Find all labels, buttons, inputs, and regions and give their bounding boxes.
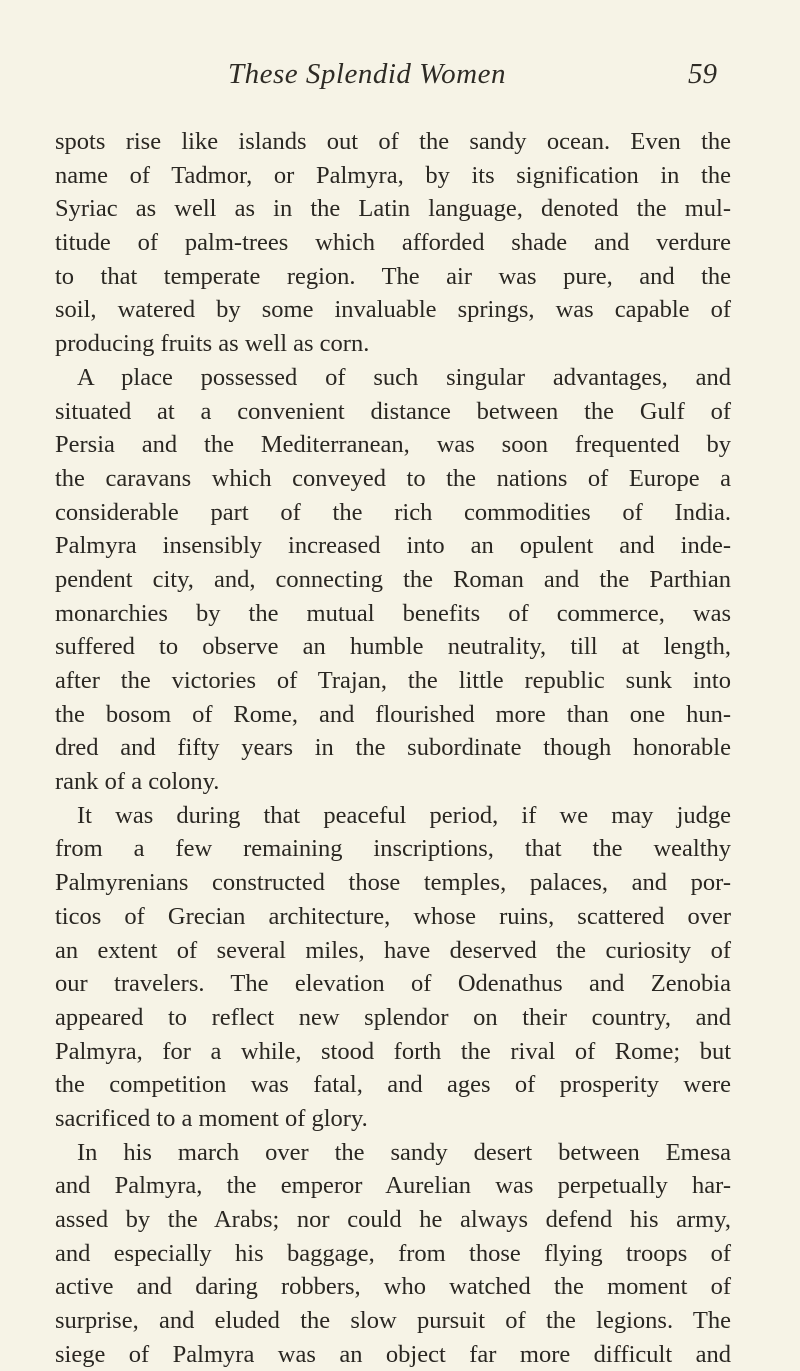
text-line: considerable part of the rich commodities of India. (55, 498, 731, 526)
text-line: monarchies by the mutual benefits of commerce, was (55, 599, 731, 627)
running-head: These Splendid Women (228, 58, 506, 90)
text-line: soil, watered by some invaluable springs, was capable of (55, 296, 731, 324)
text-line: Palmyra insensibly increased into an opulent and inde- (55, 532, 731, 560)
text-line: name of Tadmor, or Palmyra, by its signification in the (55, 161, 731, 189)
page-number: 59 (688, 58, 717, 90)
text-line: and especially his baggage, from those flying troops of (55, 1239, 731, 1267)
text-line: after the victories of Trajan, the little republic sunk into (55, 667, 731, 694)
text-line: the bosom of Rome, and flourished more than one hun- (55, 700, 731, 728)
text-line: active and daring robbers, who watched the moment of (55, 1273, 731, 1301)
text-line: Palmyra, for a while, stood forth the rival of Rome; but (55, 1037, 731, 1065)
text-line: assed by the Arabs; nor could he always defend his army, (55, 1206, 731, 1233)
text-line: surprise, and eluded the slow pursuit of the legions. The (55, 1307, 731, 1335)
text-line: titude of palm-trees which afforded shade and verdure (55, 229, 731, 257)
text-line: situated at a convenient distance between the Gulf of (55, 397, 731, 425)
text-line: siege of Palmyra was an object far more difficult and (55, 1340, 731, 1368)
text-line: In his march over the sandy desert between Emesa (77, 1138, 731, 1166)
text-line: Persia and the Mediterranean, was soon frequented by (55, 431, 731, 459)
text-line: It was during that peaceful period, if we may judge (77, 801, 731, 829)
text-line: ticos of Grecian architecture, whose ruins, scattered over (55, 902, 731, 930)
text-line: dred and fifty years in the subordinate though honorable (55, 734, 731, 762)
text-line: A place possessed of such singular advantages, and (77, 363, 731, 391)
text-line: an extent of several miles, have deserved the curiosity of (55, 936, 731, 964)
text-line: pendent city, and, connecting the Roman and the Parthian (55, 565, 731, 593)
text-line: spots rise like islands out of the sandy ocean. Even the (55, 128, 731, 155)
text-line: rank of a colony. (55, 768, 220, 796)
text-line: Palmyrenians constructed those temples, palaces, and por- (55, 869, 731, 897)
text-line: sacrificed to a moment of glory. (55, 1104, 368, 1132)
body-text (55, 125, 731, 1371)
text-line: producing fruits as well as corn. (55, 330, 370, 358)
text-line: from a few remaining inscriptions, that the wealthy (55, 835, 731, 863)
text-line: Syriac as well as in the Latin language, denoted the mul- (55, 195, 731, 223)
text-line: appeared to reflect new splendor on their country, and (55, 1003, 731, 1031)
text-line: our travelers. The elevation of Odenathus and Zenobia (55, 970, 731, 998)
text-line: the caravans which conveyed to the nations of Europe a (55, 464, 731, 492)
text-line: the competition was fatal, and ages of prosperity were (55, 1071, 731, 1099)
text-line: and Palmyra, the emperor Aurelian was perpetually har- (55, 1172, 731, 1200)
text-line: to that temperate region. The air was pure, and the (55, 262, 731, 290)
text-line: suffered to observe an humble neutrality, till at length, (55, 633, 731, 661)
